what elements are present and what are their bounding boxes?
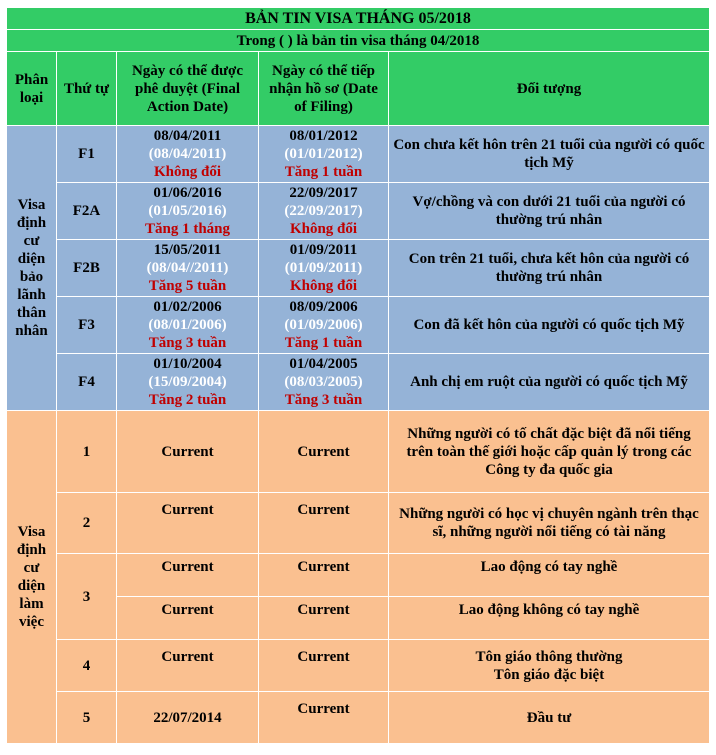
final-action-cell xyxy=(117,183,259,240)
family-category: Visa định cư diện bảo lãnh thân nhân xyxy=(7,126,57,411)
date-change: Tăng 3 tuần xyxy=(284,392,363,408)
header-final-action-date: Ngày có thể được phê duyệt (Final Action Date) xyxy=(117,52,259,126)
table-row xyxy=(7,493,710,554)
filing-cell: Current xyxy=(259,692,389,744)
target-cell: Lao động có tay nghề xyxy=(389,554,710,597)
target-line: Tôn giáo thông thường xyxy=(475,648,623,665)
header-row xyxy=(7,52,710,126)
rank-cell: F1 xyxy=(57,126,117,183)
final-action-cell: Current xyxy=(117,640,259,692)
date-current: 15/05/2011 xyxy=(153,242,222,258)
date-current: 01/09/2011 xyxy=(289,242,358,258)
date-current: 08/09/2006 xyxy=(289,299,358,315)
target-cell: Con chưa kết hôn trên 21 tuổi của người có quốc tịch Mỹ xyxy=(389,126,710,183)
target-cell: Con trên 21 tuổi, chưa kết hôn của người có thường trú nhân xyxy=(389,240,710,297)
date-previous: (08/04//2011) xyxy=(146,260,229,276)
date-previous: (22/09/2017) xyxy=(284,203,363,219)
date-previous: (08/03/2005) xyxy=(284,374,363,390)
date-current: 22/09/2017 xyxy=(289,185,358,201)
table-row xyxy=(7,411,710,493)
table-row xyxy=(7,240,710,297)
date-change: Tăng 5 tuần xyxy=(148,278,227,294)
target-line: Tôn giáo đặc biệt xyxy=(493,666,605,683)
date-current: 01/02/2006 xyxy=(153,299,222,315)
table-row xyxy=(7,554,710,597)
bulletin-subtitle: Trong ( ) là bản tin visa tháng 04/2018 xyxy=(7,30,710,52)
rank-cell: F4 xyxy=(57,354,117,411)
rank-cell: 4 xyxy=(57,640,117,692)
rank-cell: F2A xyxy=(57,183,117,240)
rank-cell: F2B xyxy=(57,240,117,297)
date-change: Tăng 3 tuần xyxy=(148,335,227,351)
table-row xyxy=(7,126,710,183)
final-action-cell xyxy=(117,240,259,297)
rank-cell: 2 xyxy=(57,493,117,554)
date-current: 01/06/2016 xyxy=(153,185,222,201)
header-date-of-filing: Ngày có thể tiếp nhận hồ sơ (Date of Filing) xyxy=(259,52,389,126)
target-cell: Anh chị em ruột của người có quốc tịch Mỹ xyxy=(389,354,710,411)
filing-cell: Current xyxy=(259,411,389,493)
date-current: 01/04/2005 xyxy=(289,356,358,372)
date-current: 08/01/2012 xyxy=(289,128,358,144)
date-change: Không đổi xyxy=(289,221,358,237)
target-cell: Con đã kết hôn của người có quốc tịch Mỹ xyxy=(389,297,710,354)
filing-cell: Current xyxy=(259,640,389,692)
date-current: 08/04/2011 xyxy=(153,128,222,144)
date-previous: (08/04/2011) xyxy=(148,146,227,162)
date-change: Không đổi xyxy=(153,164,222,180)
target-cell xyxy=(389,640,710,692)
subtitle-row xyxy=(7,30,710,52)
visa-bulletin-table xyxy=(6,7,710,744)
date-previous: (08/01/2006) xyxy=(148,317,227,333)
rank-cell: 1 xyxy=(57,411,117,493)
target-cell: Đầu tư xyxy=(389,692,710,744)
table-row xyxy=(7,640,710,692)
date-previous: (01/01/2012) xyxy=(284,146,363,162)
table-row xyxy=(7,354,710,411)
date-previous: (15/09/2004) xyxy=(148,374,227,390)
table-row xyxy=(7,297,710,354)
filing-cell: Current xyxy=(259,597,389,640)
header-category: Phân loại xyxy=(7,52,57,126)
final-action-cell xyxy=(117,297,259,354)
date-change: Không đổi xyxy=(289,278,358,294)
date-change: Tăng 2 tuần xyxy=(148,392,227,408)
target-cell: Những người có học vị chuyên ngành trên thạc sĩ, những người nổi tiếng có tài năng xyxy=(389,493,710,554)
final-action-cell: 22/07/2014 xyxy=(117,692,259,744)
date-change: Tăng 1 tháng xyxy=(144,221,231,237)
date-previous: (01/05/2016) xyxy=(148,203,227,219)
final-action-cell xyxy=(117,354,259,411)
date-previous: (01/09/2011) xyxy=(284,260,363,276)
table-row xyxy=(7,692,710,744)
rank-cell: F3 xyxy=(57,297,117,354)
filing-cell: Current xyxy=(259,554,389,597)
filing-cell xyxy=(259,126,389,183)
filing-cell: Current xyxy=(259,493,389,554)
target-cell: Những người có tố chất đặc biệt đã nổi tiếng trên toàn thế giới hoặc cấp quản lý trong các Công ty đa quốc gia xyxy=(389,411,710,493)
date-change: Tăng 1 tuần xyxy=(284,335,363,351)
final-action-cell: Current xyxy=(117,597,259,640)
filing-cell xyxy=(259,297,389,354)
header-rank: Thứ tự xyxy=(57,52,117,126)
target-cell: Vợ/chồng và con dưới 21 tuổi của người có thường trú nhân xyxy=(389,183,710,240)
date-current: 01/10/2004 xyxy=(153,356,222,372)
title-row xyxy=(7,8,710,30)
filing-cell xyxy=(259,183,389,240)
rank-cell: 5 xyxy=(57,692,117,744)
target-cell: Lao động không có tay nghề xyxy=(389,597,710,640)
date-previous: (01/09/2006) xyxy=(284,317,363,333)
final-action-cell: Current xyxy=(117,554,259,597)
final-action-cell: Current xyxy=(117,493,259,554)
rank-cell: 3 xyxy=(57,554,117,640)
final-action-cell xyxy=(117,126,259,183)
employment-category: Visa định cư diện làm việc xyxy=(7,411,57,744)
filing-cell xyxy=(259,240,389,297)
date-change: Tăng 1 tuần xyxy=(284,164,363,180)
final-action-cell: Current xyxy=(117,411,259,493)
header-target: Đối tượng xyxy=(389,52,710,126)
table-row xyxy=(7,183,710,240)
bulletin-title: BẢN TIN VISA THÁNG 05/2018 xyxy=(7,8,710,30)
filing-cell xyxy=(259,354,389,411)
